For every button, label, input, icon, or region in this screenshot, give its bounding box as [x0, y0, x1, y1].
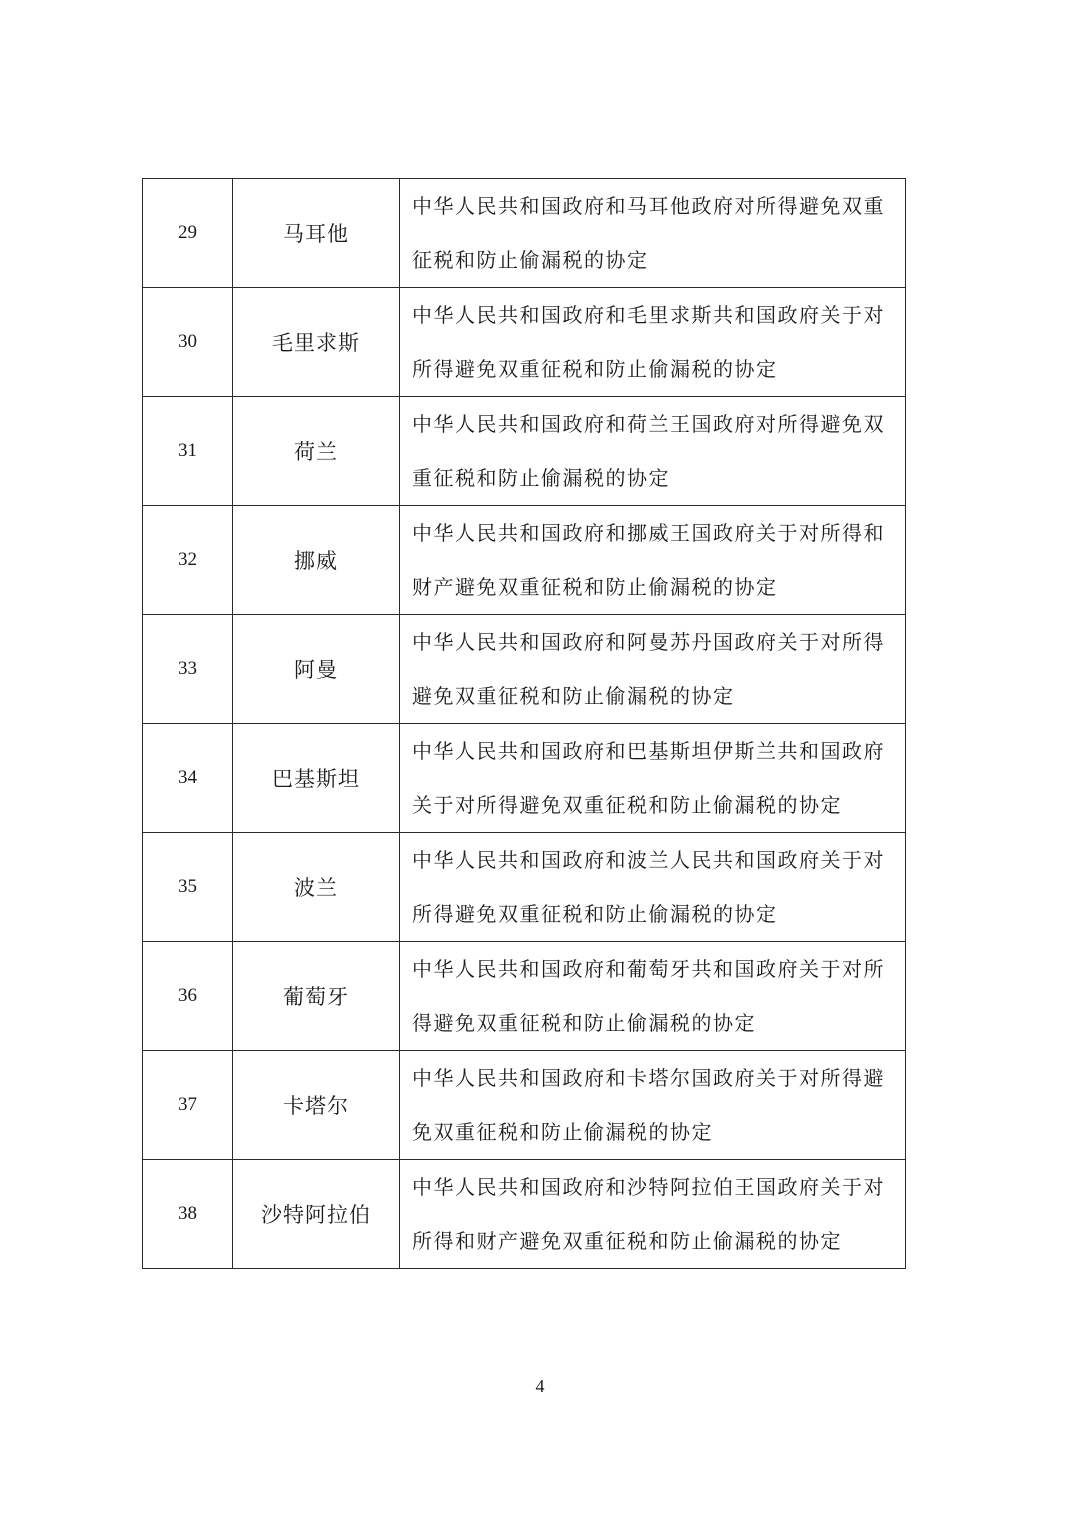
treaty-title: 中华人民共和国政府和荷兰王国政府对所得避免双重征税和防止偷漏税的协定: [400, 397, 906, 506]
country-name: 荷兰: [233, 397, 400, 506]
treaty-title: 中华人民共和国政府和马耳他政府对所得避免双重征税和防止偷漏税的协定: [400, 179, 906, 288]
treaty-title: 中华人民共和国政府和沙特阿拉伯王国政府关于对所得和财产避免双重征税和防止偷漏税的协定: [400, 1160, 906, 1269]
table-row: [143, 506, 906, 615]
treaty-title: 中华人民共和国政府和巴基斯坦伊斯兰共和国政府关于对所得避免双重征税和防止偷漏税的协定: [400, 724, 906, 833]
table-row: [143, 724, 906, 833]
treaty-table: [142, 178, 906, 1269]
country-name: 挪威: [233, 506, 400, 615]
row-number: 34: [143, 724, 233, 833]
country-name: 卡塔尔: [233, 1051, 400, 1160]
country-name: 巴基斯坦: [233, 724, 400, 833]
treaty-title: 中华人民共和国政府和毛里求斯共和国政府关于对所得避免双重征税和防止偷漏税的协定: [400, 288, 906, 397]
row-number: 32: [143, 506, 233, 615]
treaty-title: 中华人民共和国政府和波兰人民共和国政府关于对所得避免双重征税和防止偷漏税的协定: [400, 833, 906, 942]
table-row: [143, 615, 906, 724]
row-number: 30: [143, 288, 233, 397]
country-name: 阿曼: [233, 615, 400, 724]
country-name: 毛里求斯: [233, 288, 400, 397]
country-name: 沙特阿拉伯: [233, 1160, 400, 1269]
table-row: [143, 397, 906, 506]
row-number: 35: [143, 833, 233, 942]
country-name: 波兰: [233, 833, 400, 942]
table-row: [143, 833, 906, 942]
row-number: 36: [143, 942, 233, 1051]
row-number: 38: [143, 1160, 233, 1269]
row-number: 33: [143, 615, 233, 724]
table-row: [143, 179, 906, 288]
table-row: [143, 288, 906, 397]
row-number: 37: [143, 1051, 233, 1160]
country-name: 马耳他: [233, 179, 400, 288]
country-name: 葡萄牙: [233, 942, 400, 1051]
row-number: 29: [143, 179, 233, 288]
table-row: [143, 1051, 906, 1160]
treaty-title: 中华人民共和国政府和葡萄牙共和国政府关于对所得避免双重征税和防止偷漏税的协定: [400, 942, 906, 1051]
treaty-title: 中华人民共和国政府和挪威王国政府关于对所得和财产避免双重征税和防止偷漏税的协定: [400, 506, 906, 615]
row-number: 31: [143, 397, 233, 506]
table-row: [143, 1160, 906, 1269]
table-row: [143, 942, 906, 1051]
treaty-title: 中华人民共和国政府和卡塔尔国政府关于对所得避免双重征税和防止偷漏税的协定: [400, 1051, 906, 1160]
page-number: 4: [535, 1376, 545, 1396]
treaty-title: 中华人民共和国政府和阿曼苏丹国政府关于对所得避免双重征税和防止偷漏税的协定: [400, 615, 906, 724]
